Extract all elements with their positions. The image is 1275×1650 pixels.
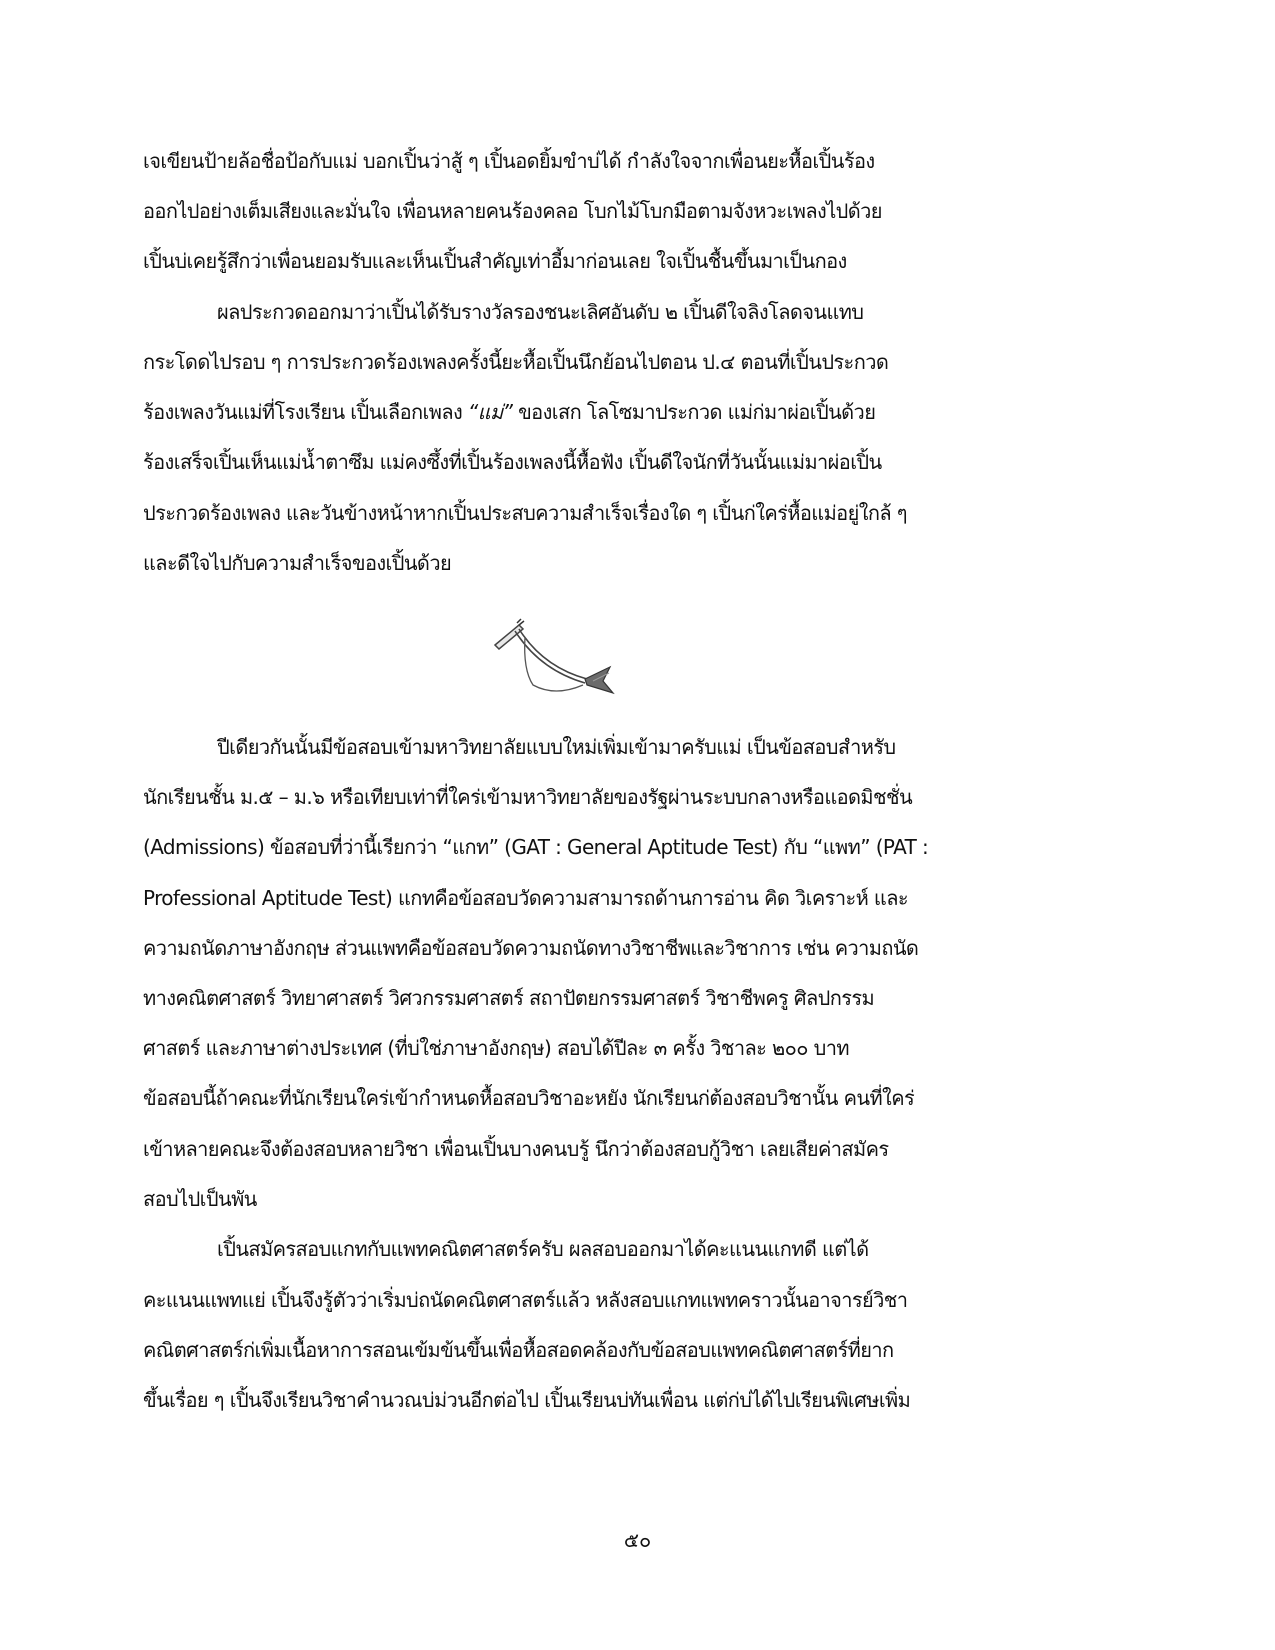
- text-line: เปิ้นบ่เคยรู้สึกว่าเพื่อนยอมรับและเห็นเปิ้นสำคัญเท่าอี้มาก่อนเลย ใจเปิ้นชื้นขึ้นมาเป็นกอง: [143, 249, 847, 273]
- text-line: เปิ้นสมัครสอบแกทกับแพทคณิตศาสตร์ครับ ผลสอบออกมาได้คะแนนแกทดี แต่ได้: [217, 1237, 869, 1261]
- page-number: ๕๐: [623, 1528, 652, 1552]
- plow-sketch-icon: [485, 615, 635, 710]
- song-title-quote: “แม่”: [467, 400, 513, 424]
- text-line: คะแนนแพทแย่ เปิ้นจึงรู้ตัวว่าเริ่มบ่ถนัดคณิตศาสตร์แล้ว หลังสอบแกทแพทคราวนั้นอาจารย์วิชา: [143, 1288, 908, 1312]
- text-line: และดีใจไปกับความสำเร็จของเปิ้นด้วย: [143, 551, 452, 575]
- text-line: ความถนัดภาษาอังกฤษ ส่วนแพทคือข้อสอบวัดความถนัดทางวิชาชีพและวิชาการ เช่น ความถนัด: [143, 936, 919, 960]
- text-line: ผลประกวดออกมาว่าเปิ้นได้รับรางวัลรองชนะเลิศอันดับ ๒ เปิ้นดีใจลิงโลดจนแทบ: [217, 300, 864, 324]
- text-line: สอบไปเป็นพัน: [143, 1187, 257, 1211]
- text-line: นักเรียนชั้น ม.๕ – ม.๖ หรือเทียบเท่าที่ใคร่เข้ามหาวิทยาลัยของรัฐผ่านระบบกลางหรือแอดมิชชั่น: [143, 785, 913, 809]
- text-line: (Admissions) ข้อสอบที่ว่านี้เรียกว่า “แกท” (GAT : General Aptitude Test) กับ “แพท” (PAT :: [143, 835, 929, 859]
- text-segment: ของเสก โลโซมาประกวด แม่ก่มาผ่อเปิ้นด้วย: [512, 400, 876, 424]
- text-segment: ร้องเพลงวันแม่ที่โรงเรียน เปิ้นเลือกเพลง: [143, 400, 468, 424]
- text-line: เจเขียนป้ายล้อชื่อป้อกับแม่ บอกเปิ้นว่าสู้ ๆ เปิ้นอดยิ้มขำบ่ได้ กำลังใจจากเพื่อนยะหื้อเปิ้นร้อง: [143, 149, 875, 173]
- text-line: ประกวดร้องเพลง และวันข้างหน้าหากเปิ้นประสบความสำเร็จเรื่องใด ๆ เปิ้นก่ใคร่หื้อแม่อยู่ใกล้ ๆ: [143, 501, 907, 525]
- text-line: Professional Aptitude Test) แกทคือข้อสอบวัดความสามารถด้านการอ่าน คิด วิเคราะห์ และ: [143, 886, 909, 910]
- text-line: ทางคณิตศาสตร์ วิทยาศาสตร์ วิศวกรรมศาสตร์ สถาปัตยกรรมศาสตร์ วิชาชีพครู ศิลปกรรม: [143, 986, 875, 1010]
- text-line: ข้อสอบนี้ถ้าคณะที่นักเรียนใคร่เข้ากำหนดหื้อสอบวิชาอะหยัง นักเรียนก่ต้องสอบวิชานั้น คนที่ใคร่: [143, 1086, 915, 1110]
- text-line: ปีเดียวกันนั้นมีข้อสอบเข้ามหาวิทยาลัยแบบใหม่เพิ่มเข้ามาครับแม่ เป็นข้อสอบสำหรับ: [217, 735, 896, 759]
- text-line: คณิตศาสตร์ก่เพิ่มเนื้อหาการสอนเข้มข้นขึ้นเพื่อหื้อสอดคล้องกับข้อสอบแพทคณิตศาสตร์ที่ยาก: [143, 1338, 894, 1362]
- text-line: [143, 397, 875, 427]
- text-line: เข้าหลายคณะจึงต้องสอบหลายวิชา เพื่อนเปิ้นบางคนบรู้ นึกว่าต้องสอบกู้วิชา เลยเสียค่าสมัคร: [143, 1137, 889, 1161]
- text-line: ร้องเสร็จเปิ้นเห็นแม่น้ำตาซึม แม่คงซึ้งที่เปิ้นร้องเพลงนี้หื้อฟัง เปิ้นดีใจนักที่วันนั้นแม่มาผ่อเปิ้น: [143, 450, 882, 474]
- text-line: ศาสตร์ และภาษาต่างประเทศ (ที่บ่ใช่ภาษาอังกฤษ) สอบได้ปีละ ๓ ครั้ง วิชาละ ๒๐๐ บาท: [143, 1036, 849, 1060]
- text-line: ออกไปอย่างเต็มเสียงและมั่นใจ เพื่อนหลายคนร้องคลอ โบกไม้โบกมือตามจังหวะเพลงไปด้วย: [143, 199, 882, 223]
- text-line: ขึ้นเรื่อย ๆ เปิ้นจึงเรียนวิชาคำนวณบ่ม่วนอีกต่อไป เปิ้นเรียนบ่ทันเพื่อน แต่ก่บ่ได้ไปเรียนพิเศษเพิ่ม: [143, 1388, 911, 1412]
- text-line: กระโดดไปรอบ ๆ การประกวดร้องเพลงครั้งนี้ยะหื้อเปิ้นนึกย้อนไปตอน ป.๔ ตอนที่เปิ้นประกวด: [143, 350, 889, 374]
